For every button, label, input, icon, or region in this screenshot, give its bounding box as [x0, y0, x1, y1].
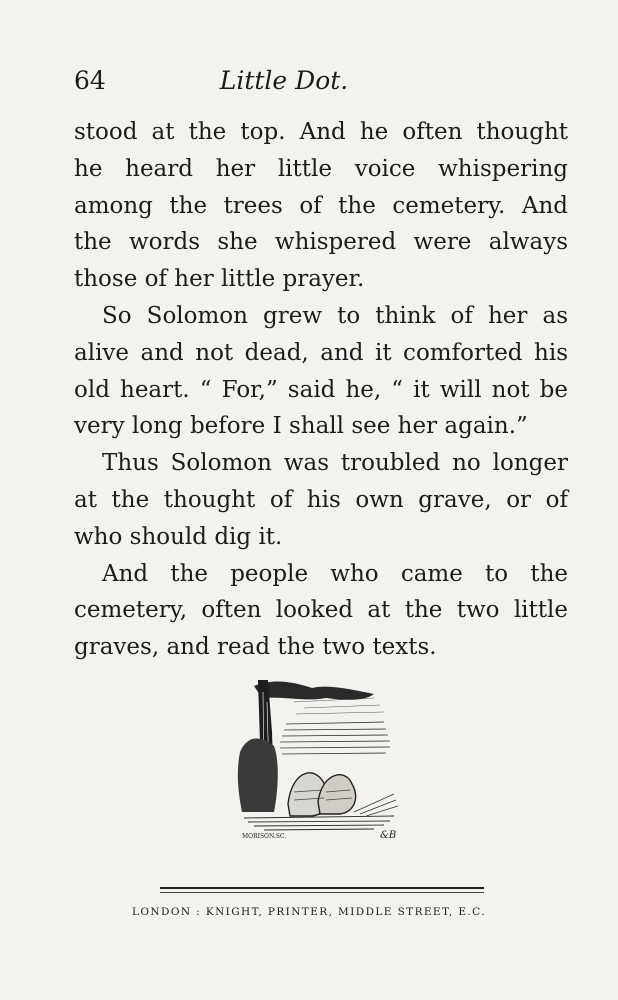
text-line: graves, and read the two texts.: [74, 634, 437, 661]
running-title: Little Dot.: [219, 66, 349, 95]
text-line: the words she whispered were always: [74, 229, 568, 256]
page-header: [74, 66, 574, 106]
text-line: he heard her little voice whispering: [74, 155, 568, 182]
text-line: among the trees of the cemetery. And: [74, 192, 568, 219]
text-line: So Solomon grew to think of her as: [102, 302, 568, 329]
text-line: stood at the top. And he often thought: [74, 119, 568, 145]
engraver-signature: MORISON.SC.: [242, 833, 287, 840]
text-line: at the thought of his own grave, or of: [74, 486, 568, 513]
text-line: cemetery, often looked at the two little: [74, 597, 568, 624]
footer-rule: [160, 887, 484, 889]
text-line: And the people who came to the: [102, 560, 568, 587]
paragraph-4: [74, 556, 568, 666]
engraved-vignette: [234, 672, 406, 842]
text-line: old heart. “ For,” said he, “ it will not be: [74, 376, 568, 403]
paragraph-2: [74, 298, 568, 445]
printer-imprint: LONDON : KNIGHT, PRINTER, MIDDLE STREET, E.C.: [132, 906, 486, 918]
paragraph-3: [74, 445, 568, 555]
text-line: alive and not dead, and it comforted his: [74, 339, 568, 366]
text-line: who should dig it.: [74, 523, 283, 550]
body-text: [74, 114, 568, 666]
paragraph-1: [74, 114, 568, 298]
text-line: those of her little prayer.: [74, 266, 365, 293]
text-line: Thus Solomon was troubled no longer: [102, 450, 568, 477]
text-line: very long before I shall see her again.”: [74, 413, 528, 440]
footer-rule-thin: [160, 892, 484, 893]
artist-monogram: &B: [380, 830, 397, 841]
page-number: 64: [74, 66, 106, 95]
